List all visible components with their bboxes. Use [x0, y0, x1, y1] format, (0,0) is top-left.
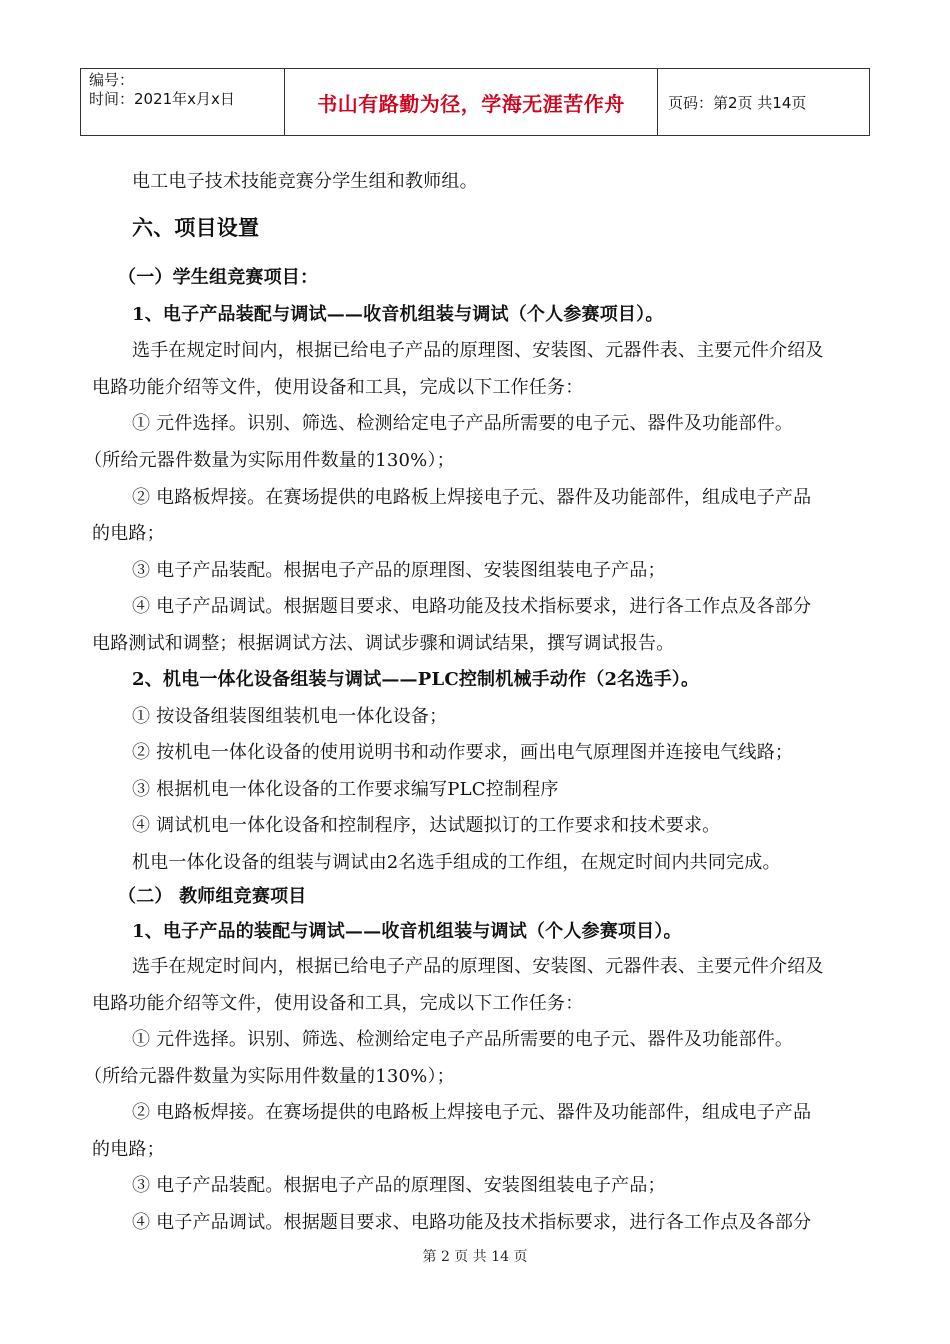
header-motto: 书山有路勤为径，学海无涯苦作舟 — [285, 69, 658, 135]
paragraph-line: 电路功能介绍等文件，使用设备和工具，完成以下工作任务： — [92, 993, 584, 1014]
page-footer: 第 2 页 共 14 页 — [422, 1249, 528, 1265]
paragraph-line: ② 按机电一体化设备的使用说明书和动作要求，画出电气原理图并连接电气线路； — [132, 742, 794, 763]
paragraph-line: 的电路； — [92, 1139, 165, 1160]
item-heading: 1、电子产品装配与调试——收音机组装与调试（个人参赛项目）。 — [132, 304, 664, 325]
page-header-table — [80, 68, 870, 136]
header-meta — [81, 69, 285, 135]
paragraph-line: ④ 电子产品调试。根据题目要求、电路功能及技术指标要求，进行各工作点及各部分 — [132, 596, 812, 617]
paragraph-line: ① 按设备组装图组装机电一体化设备； — [132, 706, 448, 727]
paragraph-line: ② 电路板焊接。在赛场提供的电路板上焊接电子元、器件及功能部件，组成电子产品 — [132, 487, 812, 508]
paragraph-line: 选手在规定时间内，根据已给电子产品的原理图、安装图、元器件表、主要元件介绍及 — [132, 340, 824, 361]
item-heading: 1、电子产品的装配与调试——收音机组装与调试（个人参赛项目）。 — [132, 921, 682, 942]
paragraph-line: ① 元件选择。识别、筛选、检测给定电子产品所需要的电子元、器件及功能部件。 — [132, 413, 794, 434]
paragraph-line: 机电一体化设备的组装与调试由2名选手组成的工作组，在规定时间内共同完成。 — [132, 852, 781, 873]
paragraph-line: 电工电子技术技能竞赛分学生组和教师组。 — [132, 171, 478, 192]
paragraph-line: ④ 调试机电一体化设备和控制程序，达试题拟订的工作要求和技术要求。 — [132, 815, 721, 836]
paragraph-line: 电路功能介绍等文件，使用设备和工具，完成以下工作任务： — [92, 377, 584, 398]
paragraph-line: ② 电路板焊接。在赛场提供的电路板上焊接电子元、器件及功能部件，组成电子产品 — [132, 1102, 812, 1123]
paragraph-line: （所给元器件数量为实际用件数量的130%）； — [84, 450, 455, 471]
paragraph-line: ④ 电子产品调试。根据题目要求、电路功能及技术指标要求，进行各工作点及各部分 — [132, 1212, 812, 1233]
item-heading: 2、机电一体化设备组装与调试——PLC控制机械手动作（2名选手）。 — [132, 669, 700, 690]
subsection-heading: （一）学生组竞赛项目： — [118, 267, 319, 288]
subsection-heading: （二） 教师组竞赛项目 — [118, 886, 307, 907]
paragraph-line: ③ 根据机电一体化设备的工作要求编写PLC控制程序 — [132, 779, 559, 800]
section-heading: 六、项目设置 — [132, 215, 260, 240]
paragraph-line: （所给元器件数量为实际用件数量的130%）； — [84, 1066, 455, 1087]
paragraph-line: ③ 电子产品装配。根据电子产品的原理图、安装图组装电子产品； — [132, 1175, 666, 1196]
paragraph-line: 电路测试和调整；根据调试方法、调试步骤和调试结果，撰写调试报告。 — [92, 633, 675, 654]
paragraph-line: ① 元件选择。识别、筛选、检测给定电子产品所需要的电子元、器件及功能部件。 — [132, 1029, 794, 1050]
header-page-info: 页码：第2页 共14页 — [668, 93, 807, 112]
header-number-label: 编号： — [89, 71, 135, 89]
paragraph-line: 的电路； — [92, 523, 165, 544]
paragraph-line: ③ 电子产品装配。根据电子产品的原理图、安装图组装电子产品； — [132, 560, 666, 581]
header-time-label: 时间：2021年x月x日 — [89, 90, 235, 108]
paragraph-line: 选手在规定时间内，根据已给电子产品的原理图、安装图、元器件表、主要元件介绍及 — [132, 956, 824, 977]
